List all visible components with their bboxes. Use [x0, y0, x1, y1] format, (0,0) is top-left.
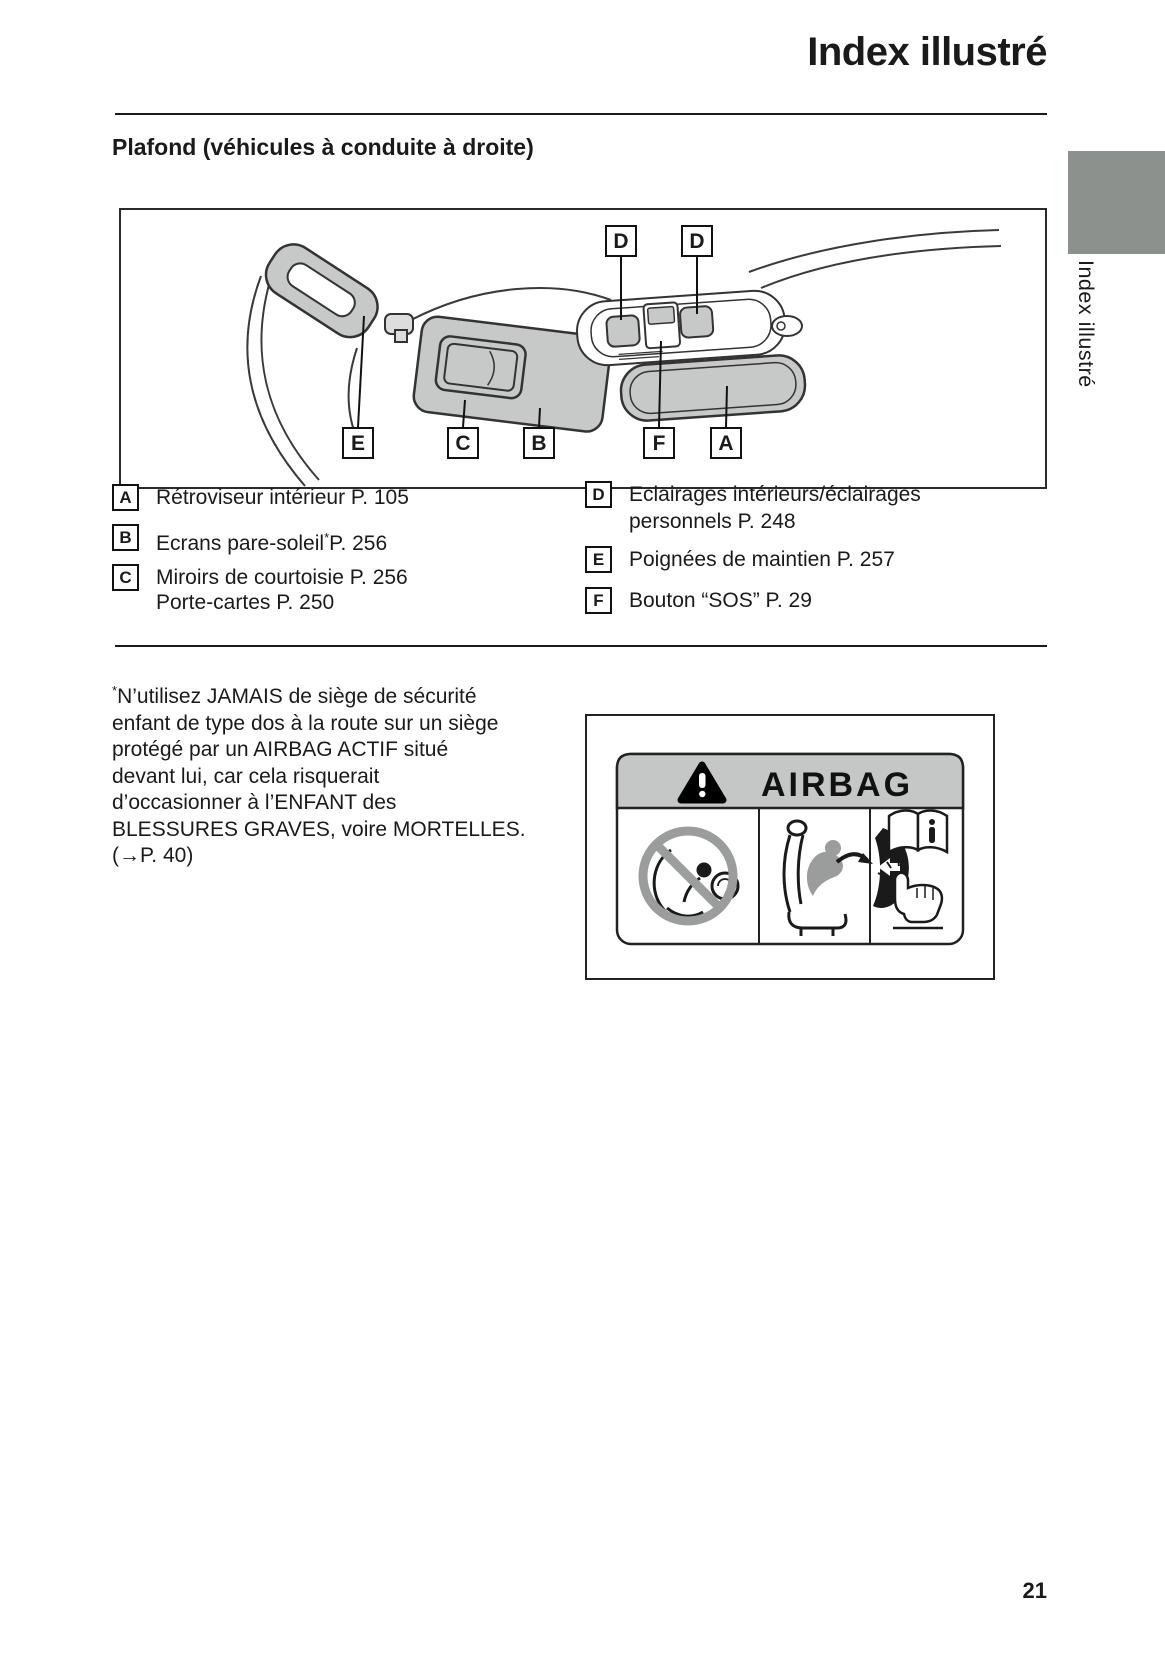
diagram-callout-f: F — [643, 427, 675, 459]
legend-key-d: D — [585, 481, 612, 508]
chapter-tab-label: Index illustré — [1074, 260, 1098, 388]
legend-text-d — [629, 481, 921, 535]
ceiling-diagram — [119, 208, 1047, 489]
chapter-tab — [1068, 151, 1165, 254]
legend-item-b — [112, 524, 387, 557]
diagram-callout-c: C — [447, 427, 479, 459]
overhead-console — [575, 289, 787, 367]
legend-text-c: Miroirs de courtoisie P. 256 — [156, 566, 408, 589]
airbag-warning-label-figure — [585, 714, 995, 980]
legend-text-d-line1: Eclairages intérieurs/éclairages — [629, 483, 921, 506]
diagram-callout-b: B — [523, 427, 555, 459]
legend-item-a — [112, 484, 409, 511]
diagram-callout-d1: D — [605, 225, 637, 257]
footnote-line: devant lui, car cela risquerait — [112, 764, 380, 788]
title-divider — [115, 113, 1047, 115]
legend-item-e — [585, 546, 895, 573]
legend-key-b: B — [112, 524, 139, 551]
airbag-label-title: AIRBAG — [760, 766, 914, 804]
legend-item-d — [585, 481, 921, 535]
visor-clip — [385, 314, 413, 342]
legend-text-b-main: Ecrans pare-soleil — [156, 532, 325, 555]
footnote — [112, 678, 612, 870]
legend-key-e: E — [585, 546, 612, 573]
legend-text-f: Bouton “SOS” P. 29 — [629, 589, 812, 612]
section-divider — [115, 645, 1047, 647]
diagram-callout-d2: D — [681, 225, 713, 257]
legend-text-b — [156, 524, 387, 557]
legend-text-b-page: P. 256 — [329, 532, 388, 555]
legend-key-c: C — [112, 564, 139, 591]
diagram-callout-a: A — [710, 427, 742, 459]
footnote-line: BLESSURES GRAVES, voire MORTELLES. — [112, 817, 526, 841]
footnote-text: N’utilisez JAMAIS de siège de sécurité — [117, 685, 477, 708]
page-title: Index illustré — [807, 30, 1047, 74]
legend-item-c — [112, 564, 408, 591]
legend-text-e: Poignées de maintien P. 257 — [629, 548, 895, 571]
rearview-mirror — [619, 354, 806, 423]
footnote-line — [112, 678, 612, 711]
legend-key-f: F — [585, 587, 612, 614]
interior-light-left — [606, 315, 640, 347]
airbag-warning-label — [587, 716, 993, 978]
page-number: 21 — [1022, 1578, 1047, 1603]
grab-handle — [258, 236, 386, 346]
diagram-callout-e: E — [342, 427, 374, 459]
legend-text-a: Rétroviseur intérieur P. 105 — [156, 486, 409, 509]
footnote-asterisk: * — [112, 683, 118, 698]
footnote-line: protégé par un AIRBAG ACTIF situé — [112, 738, 449, 761]
footnote-line: d’occasionner à l’ENFANT des — [112, 791, 397, 814]
legend-key-a: A — [112, 484, 139, 511]
footnote-asterisk-marker: * — [324, 530, 330, 545]
legend-text-d-line2: personnels P. 248 — [629, 510, 796, 533]
ceiling-illustration — [121, 210, 1045, 487]
legend-item-f — [585, 587, 812, 614]
footnote-line: enfant de type dos à la route sur un siège — [112, 711, 499, 735]
legend-text-c-continuation: Porte-cartes P. 250 — [156, 591, 335, 614]
footnote-page-reference: (→P. 40) — [112, 844, 194, 867]
section-heading: Plafond (véhicules à conduite à droite) — [112, 134, 534, 160]
coat-hook — [772, 316, 802, 336]
